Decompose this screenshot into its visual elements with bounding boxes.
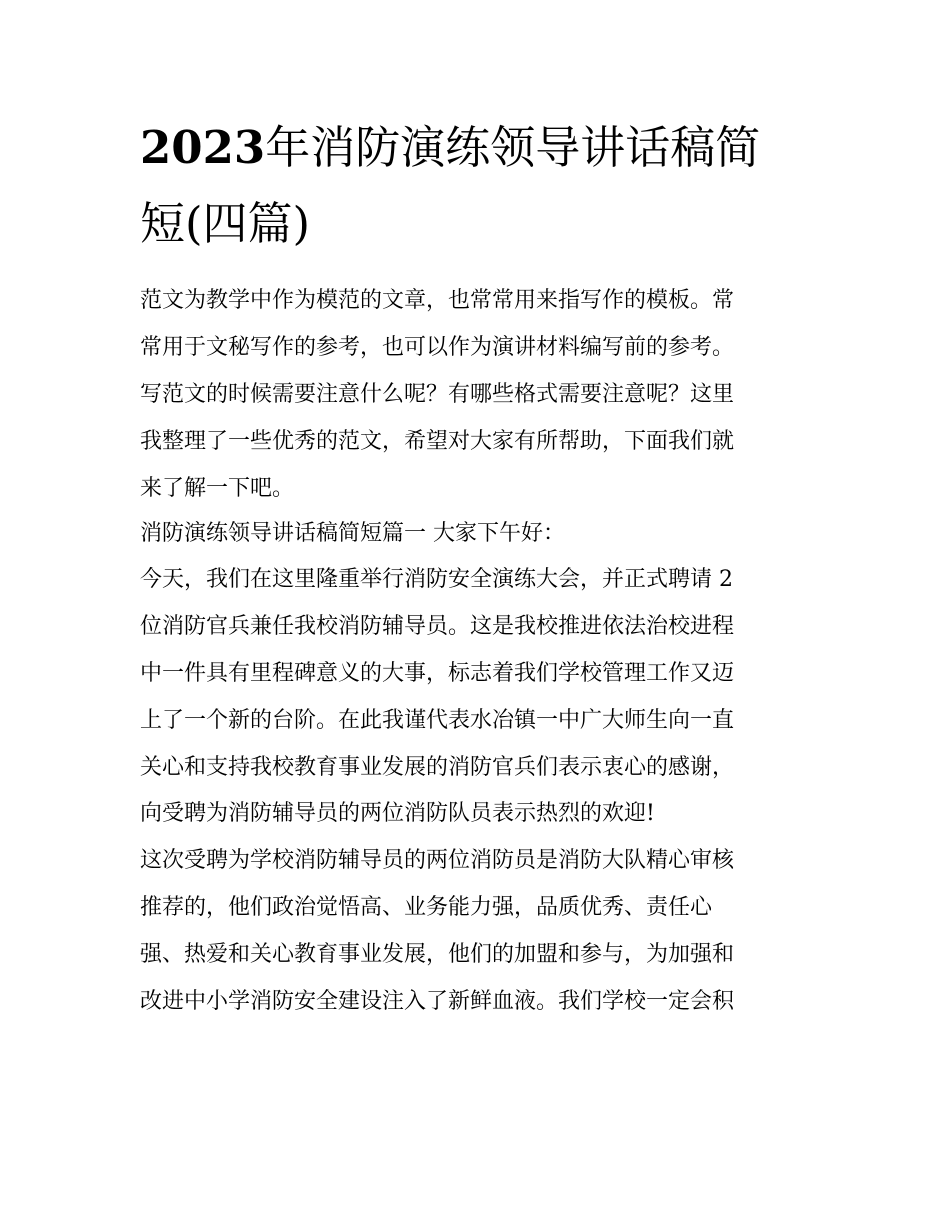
- speech-paragraph-1: [140, 556, 820, 837]
- paragraph-line: 位消防官兵兼任我校消防辅导员。这是我校推进依法治校进程: [140, 614, 735, 639]
- document-body: [140, 277, 820, 1025]
- speech-paragraph-2: [140, 837, 820, 1025]
- title-year: 2023: [140, 121, 266, 174]
- paragraph-line: 强、热爱和关心教育事业发展，他们的加盟和参与，为加强和: [140, 942, 735, 967]
- paragraph-line: 今天，我们在这里隆重举行消防安全演练大会，并正式聘请 2: [140, 567, 733, 592]
- intro-line: 常用于文秘写作的参考，也可以作为演讲材料编写前的参考。: [140, 335, 735, 360]
- paragraph-line: 关心和支持我校教育事业发展的消防官兵们表示衷心的感谢，: [140, 755, 735, 780]
- paragraph-line: 中一件具有里程碑意义的大事，标志着我们学校管理工作又迈: [140, 661, 735, 686]
- paragraph-line: 推荐的，他们政治觉悟高、业务能力强，品质优秀、责任心: [140, 895, 713, 920]
- paragraph-line: 上了一个新的台阶。在此我谨代表水冶镇一中广大师生向一直: [140, 708, 735, 733]
- intro-line: 写范文的时候需要注意什么呢？有哪些格式需要注意呢？这里: [140, 382, 735, 407]
- intro-line: 我整理了一些优秀的范文，希望对大家有所帮助，下面我们就: [140, 429, 735, 454]
- intro-line: 来了解一下吧。: [140, 476, 295, 501]
- paragraph-line: 这次受聘为学校消防辅导员的两位消防员是消防大队精心审核: [140, 848, 735, 873]
- intro-line: 范文为教学中作为模范的文章，也常常用来指写作的模板。常: [140, 288, 735, 313]
- title-line1-text: 年消防演练领导讲话稿简: [265, 121, 761, 174]
- paragraph-line: 向受聘为消防辅导员的两位消防队员表示热烈的欢迎!: [140, 801, 655, 826]
- intro-paragraph: [140, 277, 820, 512]
- title-line2-text: 短(四篇): [140, 197, 311, 250]
- document-title: [140, 110, 820, 262]
- section-heading: 消防演练领导讲话稿简短篇一 大家下午好：: [140, 521, 565, 546]
- paragraph-line: 改进中小学消防安全建设注入了新鲜血液。我们学校一定会积: [140, 989, 735, 1014]
